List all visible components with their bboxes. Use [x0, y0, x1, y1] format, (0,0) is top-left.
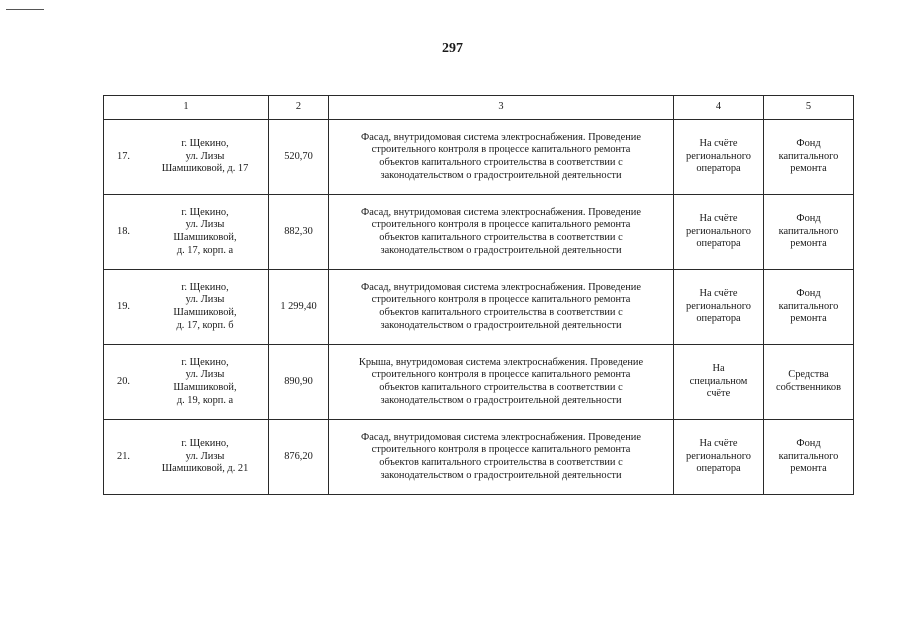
address-cell — [104, 195, 269, 270]
row-number: 19. — [117, 300, 130, 312]
funding-source-cell: Фонд капитального ремонта — [764, 195, 854, 270]
funding-source-cell: Фонд капитального ремонта — [764, 420, 854, 495]
account-cell: На специальном счёте — [674, 345, 764, 420]
address-cell — [104, 270, 269, 345]
funding-source-cell: Фонд капитального ремонта — [764, 270, 854, 345]
account-cell: На счёте регионального оператора — [674, 420, 764, 495]
row-number: 18. — [117, 225, 130, 237]
table-row — [104, 345, 854, 420]
address-text: г. Щекино, ул. Лизы Шамшиковой, д. 19, корп. а — [173, 356, 237, 406]
funding-source-cell: Фонд капитального ремонта — [764, 120, 854, 195]
table-row — [104, 270, 854, 345]
address-text: г. Щекино, ул. Лизы Шамшиковой, д. 17 — [161, 138, 249, 175]
works-table — [103, 95, 854, 495]
row-number: 21. — [117, 450, 130, 462]
works-cell: Фасад, внутридомовая система электроснабжения. Проведение строительного контроля в процессе капитального ремонта объектов капитального строительства в соответствии с законодательством о градостроительной деятельности — [329, 270, 674, 345]
works-cell: Фасад, внутридомовая система электроснабжения. Проведение строительного контроля в процессе капитального ремонта объектов капитального строительства в соответствии с законодательством о градостроительной деятельности — [329, 420, 674, 495]
address-text: г. Щекино, ул. Лизы Шамшиковой, д. 17, корп. а — [173, 206, 237, 256]
funding-source-cell: Средства собственников — [764, 345, 854, 420]
area-cell: 876,20 — [269, 420, 329, 495]
address-cell — [104, 120, 269, 195]
header-col-3: 3 — [329, 96, 674, 120]
row-number: 17. — [117, 150, 130, 162]
account-cell: На счёте регионального оператора — [674, 270, 764, 345]
works-cell: Фасад, внутридомовая система электроснабжения. Проведение строительного контроля в процессе капитального ремонта объектов капитального строительства в соответствии с законодательством о градостроительной деятельности — [329, 195, 674, 270]
address-text: г. Щекино, ул. Лизы Шамшиковой, д. 17, корп. б — [173, 281, 237, 331]
address-text: г. Щекино, ул. Лизы Шамшиковой, д. 21 — [161, 438, 249, 475]
address-cell — [104, 345, 269, 420]
header-col-5: 5 — [764, 96, 854, 120]
row-number: 20. — [117, 375, 130, 387]
area-cell: 882,30 — [269, 195, 329, 270]
account-cell: На счёте регионального оператора — [674, 120, 764, 195]
table-row — [104, 420, 854, 495]
header-col-4: 4 — [674, 96, 764, 120]
page-number: 297 — [442, 41, 463, 56]
works-cell: Крыша, внутридомовая система электроснабжения. Проведение строительного контроля в процессе капитального ремонта объектов капитального строительства в соответствии с законодательством о градостроительной деятельности — [329, 345, 674, 420]
table-row — [104, 120, 854, 195]
scan-mark — [6, 9, 44, 10]
area-cell: 890,90 — [269, 345, 329, 420]
works-cell: Фасад, внутридомовая система электроснабжения. Проведение строительного контроля в процессе капитального ремонта объектов капитального строительства в соответствии с законодательством о градостроительной деятельности — [329, 120, 674, 195]
account-cell: На счёте регионального оператора — [674, 195, 764, 270]
area-cell: 1 299,40 — [269, 270, 329, 345]
table-header-row — [104, 96, 854, 120]
header-col-1: 1 — [104, 96, 269, 120]
area-cell: 520,70 — [269, 120, 329, 195]
header-col-2: 2 — [269, 96, 329, 120]
address-cell — [104, 420, 269, 495]
table-row — [104, 195, 854, 270]
